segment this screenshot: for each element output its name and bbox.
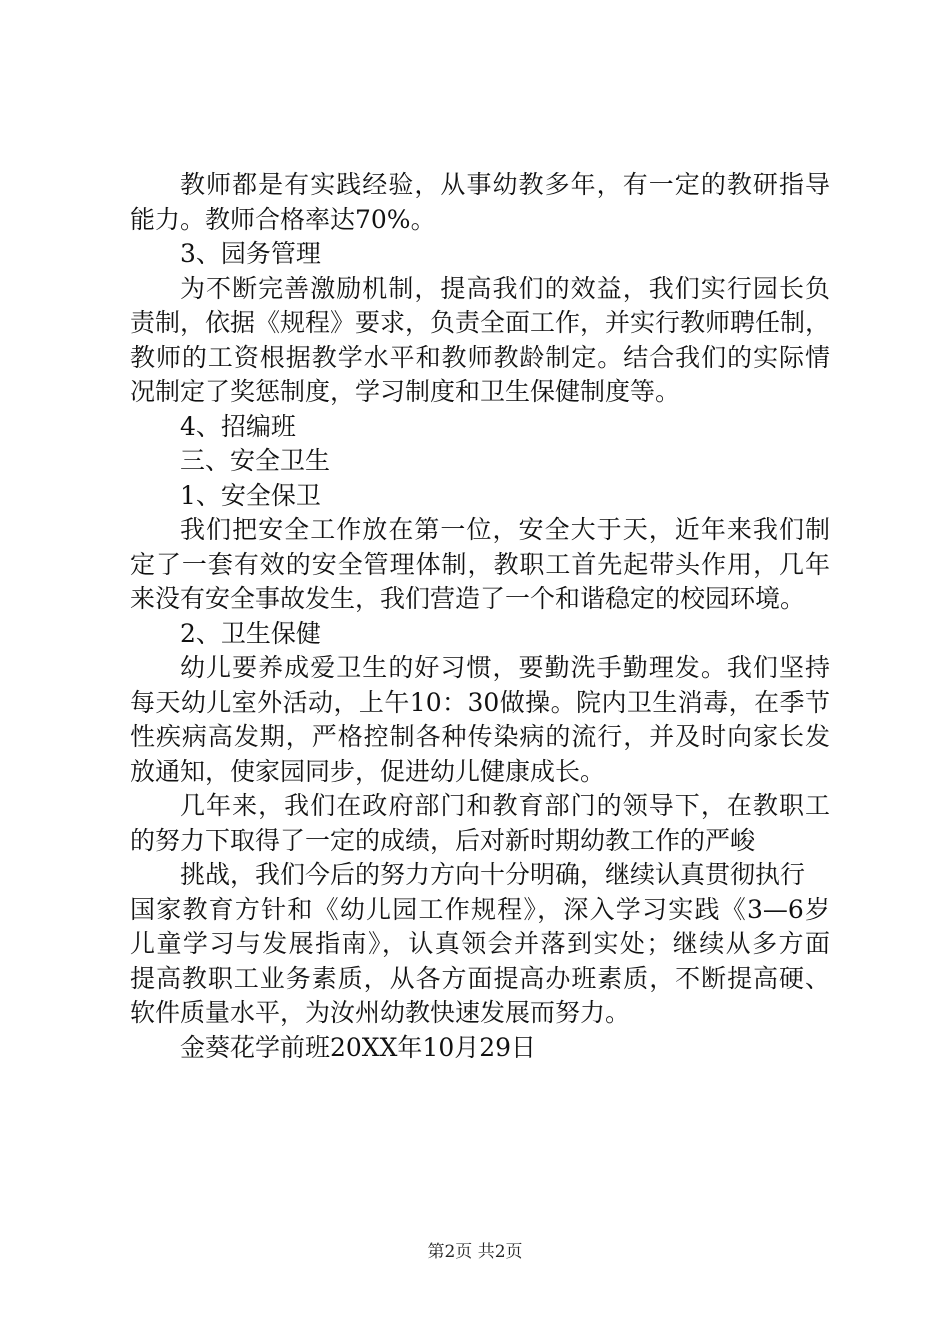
section-heading: 三、安全卫生: [180, 446, 331, 475]
paragraph-line: 能力。教师合格率达70%。: [130, 204, 436, 234]
paragraph-line: 几年来，我们在政府部门和教育部门的领导下，在教职工: [180, 791, 830, 820]
section-heading: 2、卫生保健: [180, 618, 321, 648]
paragraph-line: 定了一套有效的安全管理体制，教职工首先起带头作用，几年: [130, 549, 830, 579]
document-body: [130, 168, 830, 1065]
section-heading: 3、园务管理: [180, 239, 321, 268]
section-heading: 1、安全保卫: [180, 480, 321, 510]
paragraph-line: 软件质量水平，为汝州幼教快速发展而努力。: [130, 998, 631, 1027]
paragraph-line: 每天幼儿室外活动，上午10：30做操。院内卫生消毒，在季节: [130, 687, 830, 717]
paragraph-line: 况制定了奖惩制度，学习制度和卫生保健制度等。: [130, 377, 681, 406]
paragraph-line: 幼儿要养成爱卫生的好习惯，要勤洗手勤理发。我们坚持: [180, 653, 830, 682]
page-number: 第2页 共2页: [427, 1242, 523, 1262]
paragraph-line: 为不断完善激励机制，提高我们的效益，我们实行园长负: [180, 273, 830, 303]
paragraph-line: 教师的工资根据教学水平和教师教龄制定。结合我们的实际情: [130, 342, 830, 372]
section-heading: 4、招编班: [180, 411, 296, 441]
paragraph-line: 的努力下取得了一定的成绩，后对新时期幼教工作的严峻: [130, 825, 756, 855]
signature-date: 金葵花学前班20XX年10月29日: [180, 1032, 537, 1062]
paragraph-line: 提高教职工业务素质，从各方面提高办班素质，不断提高硬、: [130, 963, 830, 993]
paragraph-line: 我们把安全工作放在第一位，安全大于天，近年来我们制: [180, 515, 830, 544]
paragraph-line: 挑战，我们今后的努力方向十分明确，继续认真贯彻执行: [180, 860, 806, 889]
paragraph-line: 责制，依据《规程》要求，负责全面工作，并实行教师聘任制，: [130, 308, 831, 337]
paragraph-line: 来没有安全事故发生，我们营造了一个和谐稳定的校园环境。: [130, 584, 806, 613]
paragraph-line: 教师都是有实践经验，从事幼教多年，有一定的教研指导: [180, 170, 830, 199]
paragraph-line: 国家教育方针和《幼儿园工作规程》，深入学习实践《3—6岁: [130, 894, 830, 924]
paragraph-line: 放通知，使家园同步，促进幼儿健康成长。: [130, 756, 606, 786]
paragraph-line: 性疾病高发期，严格控制各种传染病的流行，并及时向家长发: [130, 722, 830, 751]
paragraph-line: 儿童学习与发展指南》，认真领会并落到实处；继续从多方面: [130, 929, 830, 958]
